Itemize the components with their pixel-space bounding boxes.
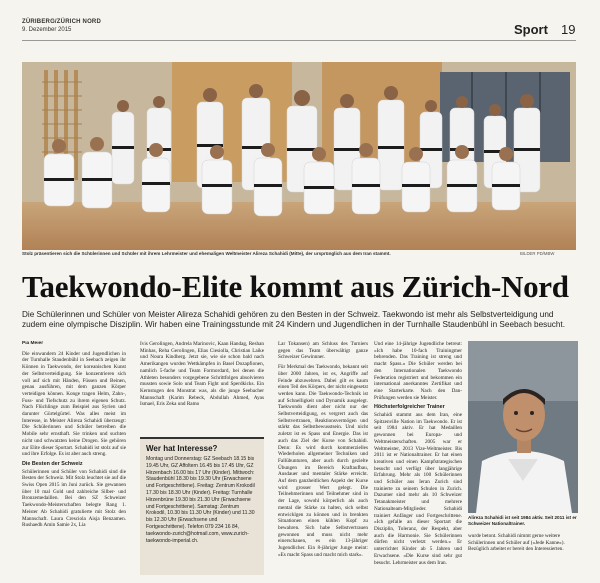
column-1 <box>22 341 126 583</box>
page-header <box>22 18 101 34</box>
column-2 <box>140 341 264 435</box>
portrait-image <box>468 341 578 513</box>
group-photo <box>22 62 576 250</box>
article-headline: Taekwondo-Elite kommt aus Zürich-Nord <box>22 269 569 304</box>
paragraph: Lar Tokansen) am Schluss des Turniers gegen das Team überwältigt ganze Schweizer Gewinnner. <box>278 341 368 361</box>
article-body <box>22 341 578 583</box>
page-number: 19 <box>561 22 576 37</box>
info-box-title: Wer hat Interesse? <box>146 444 218 453</box>
paragraph: Schülerinnen und Schüler von Schahidi sind die Besten der Schweiz. Mit Stolz leuchtet sie auf die Swiss Open 2015 im Juni zurück. Sie gewannen über 10 mal Gold und zahlreiche Silber- und Bronzemedaillen. Bei den SZ Schweizer Taekwondo-Meisterschaften belegte Rang 1. Meister Ab Schahidi gratulierte mit Stolz den Mannschaft. Laura Cresciola Aisja Benzamen. Rushaedh Amin Samie 2x, Lia <box>22 468 126 529</box>
paragraph: Schahidi stammt aus dem Iran, eine Spitzenville Nation im Taekwondo. Er ist seit 1984 aktiv. Er hat Medaillen gewonnen bei Europa- und Weltmeisterschaften. 2005 war er Weltmeister, 2013 Vize-Weltmeister. Bis 2011 ist er Nationaltrainer. Er hat einen kreativen und einen Kampfstrategischen besucht und verfügt über langjährige Erfahrung. Mehr als 100 Schülerinnen und Schüler aus Ieran Zurich sind trainierte zu seinem Schulen in Zurich. Dazumer sind mehr als 10 Schweizer Tetanakmeister und mehrere Nationalteam-Mitglieder. Schahidi trainiert Anfänger und Fortgeschrittene. «Ich gefalle an dieser Sportart die Disziplin, Toleranz, der Respekt, aber auch die Harmonie. Sie Schülerinnen dürfen nicht verletzt werden.» Er unterrichtet Kinder ab 5 Jahren und Erwachsene. «Die Kurse sind sehr gut besucht. Lehrmeister aus dem Iran. <box>374 412 462 566</box>
column-3 <box>278 341 368 583</box>
portrait-photo <box>468 341 578 513</box>
info-box <box>140 437 264 575</box>
paragraph: Ivis Gerolingen, Andrela Marinovic, Kaan Handag, Reshan Minhas, Reha Gerolingen, Elias Ciesiolla, Christian Laike und Noura Kindherg. Jetzt sie, wie sie schon bald nach Amerikangen wurden Wettkämpfen in Basel Dozapfionen, namlich 5-fache und Team Formordard, bei denen die Athleten besonders vorgegebene Schrittfolgen absolvieren mussten sowie Solo und Team Fight und Sperdkicks. Ein Kernstugen den Monstrat was, als die junge Seebacher Mannschaft (Karim Rebeck, Abdullah Ahmed, Ayas Ismael, Eris Zeka und Ramo <box>140 341 264 408</box>
paragraph: wurde betont. Schahidi nimmt gerne weitere Schülerinnen und Schüler auf («Jede Kanne»). Bezüglich arbeitet er bereit den Interessierten. <box>468 533 565 553</box>
subheading: Höchsterfolgreicher Trainer <box>374 404 445 411</box>
paragraph: Und eine 14-jährige Jugendliche betreut: «Ich habe 10-fach Trainingmer behrenden. Das Training ist streng und macht Spass.» Die Schüler werden bei den Internationalen Taekwondo Federation registriert und bekommen ein international anerkanntes Zertifikat und eine Starterkarte. Nach den Dan-Prüfungen werden sie Meister. <box>374 341 462 401</box>
article-lead: Die Schülerinnen und Schüler von Meister Alireza Schahidi gehören zu den Besten in der Schweiz. Taekwondo ist mehr als Selbstverteidigung und zudem eine olympische Disziplin. Wir haben eine Trainingsstunde mit 24 Kindern und Jugendlichen in der Turnhalle Staudenbühl in Seebach besucht. <box>22 310 565 330</box>
portrait-caption <box>468 515 578 553</box>
subheading: Die Besten der Schweiz <box>22 460 83 467</box>
paragraph: Für Merkmal des Taekwondo, bekannt seit über 2000 Jahren, ist es, Angriffe auf Feinde abzuwehren. Dabei gilt es kaum einen Teil des Körpers, der nicht eingesetzt werden kann. Die Taekwondo-Technik ist auf Schnelligkeit und Dynamik ausgelegt. Taekwondo dient aber nicht nur der Selbstverteidigung, es vergrert auch das Selbstvertrauen, Reaktionsvermögen und stärkt das Selbstbewusstsein. Und nicht zuletzt ist es Spass und Energie. Das ist auch das Ziel der Kurse von Schahidi. Denn: Es wird durch kommerzielles Wiederholen allgemeiner Techniken und Fallübunturen, aber auch durch gezielte Übungen im Bereich Kraftaufbau, Ausdauer und mentaler Stärke erreicht. Auf dem ganzheitlichen Aspekt der Kurse wird grosser Wert gelegt. Die Teilnehmerinnen und Teilnehmer sind in der Lage, sowohl körperlich als auch mental die Stärke zu halten, sich selbst entwicklgen zu können und in brenkten Situationen einen kühlen Kopf zu bewahren. Sich habe Selbstvertrauen gewonnen und muss nicht mehr einerschauen, es ein 13-jähriger Jugendlicher. Ein 8-jähriger Junge meint: «Es macht Spass und macht mich stark». <box>278 364 368 558</box>
photo-caption <box>22 251 452 256</box>
info-box-body: Montag und Donnerstag: GZ Seebach 18.15 bis 19.45 Uhr, GZ Affoltern 16.45 bis 17.45 Uhr, GZ Hirzenbach 16.00 bis 17 Uhr (Kinder). Mittwoch: Staudenbühl 18.30 bis 19.30 Uhr (Erwachsene und Fortgeschrittene). Freitag: Zentrum Krokodil 17.30 bis 18.30 Uhr (Kinder). Freitag: Turnhalle Hirzenbrüne 19.30 bis 21.30 Uhr (Erwachsene und Fortgeschrittene). Samstag: Zentrum Krokodil, 10.30 bis 11.30 Uhr (Kinder) und 11.30 bis 12.30 Uhr (Erwachsene und Fortgeschrittene). Telefon 079 234 16 84, taekwondo-zurich@hotmail.com, www.zurich-taekwondo-imperial.ch. <box>146 456 255 544</box>
header-rule <box>22 40 576 41</box>
byline: Pia Meier <box>22 341 44 346</box>
section-title: Sport <box>514 22 548 37</box>
publication-name: ZÜRIBERG/ZÜRICH NORD <box>22 19 101 25</box>
portrait-caption-text: Alireza Schahidi ist seit 1984 aktiv. Seit 2011 ist er Schweizer Nationaltrainer. <box>468 515 577 526</box>
group-photo-image <box>22 62 576 250</box>
photo-credit: BILDER PD/MBW <box>520 251 555 256</box>
photo-caption-text: Stolz präsentieren sich die Schülerinnen und Schüler mit ihrem Lehrmeister und ehemaligen Weltmeister Alireza Schahidi (Mitte), der ursprünglich aus dem Iran stammt. <box>22 251 391 256</box>
issue-date: 9. Dezember 2015 <box>22 27 72 33</box>
column-4 <box>374 341 462 583</box>
paragraph: Die einwandern 24 Kinder und Jugendlichen in der Turnhalle Staudenbühl in Seebach zeigen ihr Können in Taekwondo, der koreanischen Kunst der Selbstverteidigung. Sie konzentrieren sich voll auf sich mit Händen, Füssen und Beinen, genau ausführen, mit dem ganzen Körper verteidigen können. Konge tragen Helm, Zahn-, Fuss- und Tiefschutz zu ihrem eigenen Schutz. Nach Flüchlinge zum Beispiel aus Syrien und darunter Gürtelgürtel. Was alles meist im Interesse, in Meister Alireza Schahidi überzeugt: Die Schülerinnen und Schüler betreiben die Mobile sehr ernsthaft. Sie trinken und suchten nicht und schwatzten keine Drogen. Sie gehören zur Elite dieser Sportart. Schahidi ist stolz auf sie und ihre Erfolge. Es ist aber auch streng. <box>22 350 126 458</box>
